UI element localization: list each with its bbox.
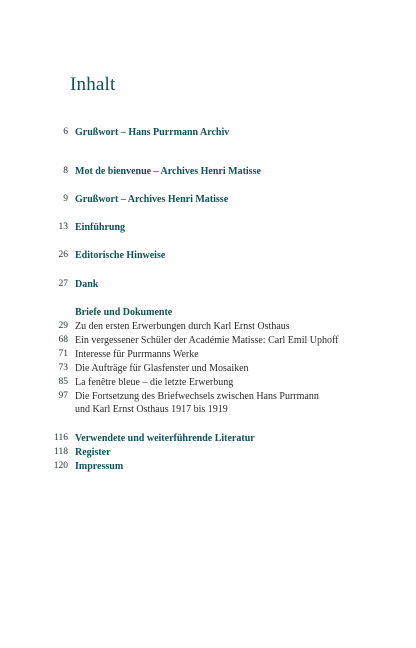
page-number: 97 [58,391,68,401]
entry-label: Ein vergessener Schüler der Académie Matisse: Carl Emil Uphoff [75,335,339,346]
page-number: 120 [53,461,68,471]
page-number: 26 [58,250,68,260]
page-number: 71 [58,349,68,359]
entry-label: Grußwort – Hans Purrmann Archiv [75,127,230,138]
entry-label: Editorische Hinweise [75,250,166,261]
section-label: Briefe und Dokumente [75,307,173,318]
entry-label: La fenêtre bleue – die letzte Erwerbung [75,377,234,388]
page-title: Inhalt [70,74,116,95]
page-number: 116 [54,433,68,443]
page-number: 13 [58,222,68,232]
entry-label: Die Aufträge für Glasfenster und Mosaiken [75,363,249,374]
page-number: 6 [63,127,68,137]
page-number: 68 [58,335,68,345]
entry-label: Mot de bienvenue – Archives Henri Matisse [75,166,261,177]
entry-label: Grußwort – Archives Henri Matisse [75,194,229,205]
page-number: 85 [58,377,68,387]
entry-label: Dank [75,279,99,290]
page-number: 118 [54,447,68,457]
entry-label: Interesse für Purrmanns Werke [75,349,199,360]
entry-label: Verwendete und weiterführende Literatur [75,433,255,444]
entry-label: Impressum [75,461,124,472]
page-number: 27 [58,279,68,289]
page-number: 29 [58,321,68,331]
entry-label-continuation: und Karl Ernst Osthaus 1917 bis 1919 [75,404,228,415]
entry-label: Zu den ersten Erwerbungen durch Karl Ernst Osthaus [75,321,290,332]
page-number: 8 [63,166,68,176]
entry-label: Einführung [75,222,126,233]
entry-label: Register [75,447,111,458]
page-number: 73 [58,363,68,373]
page-number: 9 [63,194,68,204]
entry-label: Die Fortsetzung des Briefwechsels zwischen Hans Purrmann [75,391,319,402]
